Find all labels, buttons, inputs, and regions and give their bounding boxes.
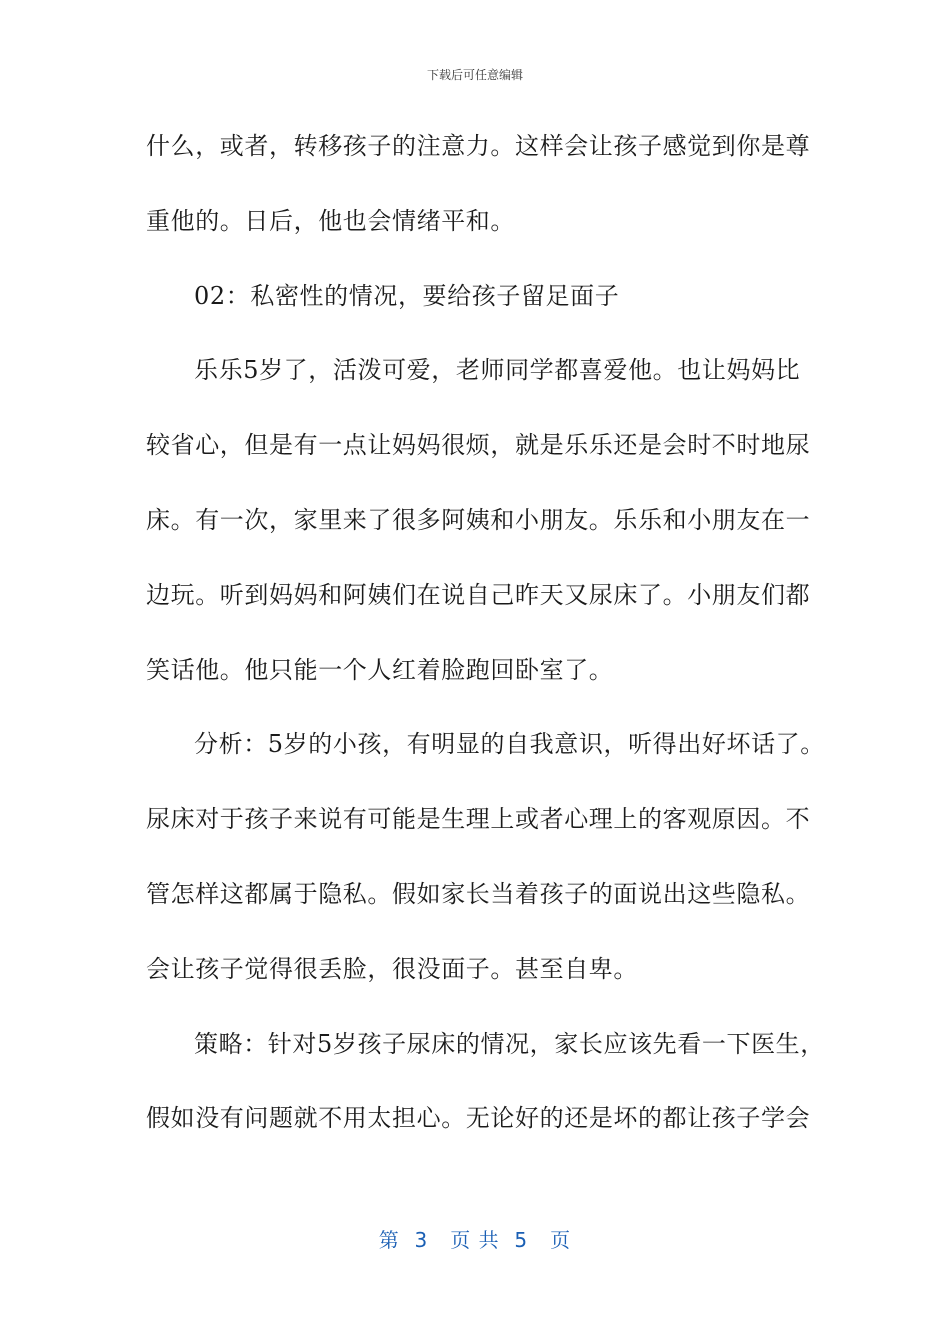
page-header: 下载后可任意编辑: [426, 68, 523, 82]
text-line: 会让孩子觉得很丢脸，很没面子。甚至自卑。: [146, 954, 638, 983]
section-heading: 02：私密性的情况，要给孩子留足面子: [194, 281, 620, 310]
text-line: 管怎样这都属于隐私。假如家长当着孩子的面说出这些隐私。: [146, 879, 811, 908]
text-line: 尿床对于孩子来说有可能是生理上或者心理上的客观原因。不: [146, 805, 811, 834]
paragraph-start-line: 策略：针对5岁孩子尿床的情况，家长应该先看一下医生，: [194, 1029, 825, 1058]
document-body: [146, 124, 825, 1171]
text-line: 床。有一次，家里来了很多阿姨和小朋友。乐乐和小朋友在一: [146, 505, 811, 534]
text-line: 重他的。日后，他也会情绪平和。: [146, 206, 515, 235]
text-line: 边玩。听到妈妈和阿姨们在说自己昨天又尿床了。小朋友们都: [146, 580, 811, 609]
text-line: 假如没有问题就不用太担心。无论好的还是坏的都让孩子学会: [146, 1104, 811, 1133]
text-line: 较省心，但是有一点让妈妈很烦，就是乐乐还是会时不时地尿: [146, 431, 811, 460]
text-line: 笑话他。他只能一个人红着脸跑回卧室了。: [146, 655, 614, 684]
page-number-footer: 第 3 页 共 5 页: [378, 1228, 572, 1252]
paragraph-start-line: 乐乐5岁了，活泼可爱，老师同学都喜爱他。也让妈妈比: [194, 356, 801, 385]
paragraph-start-line: 分析：5岁的小孩，有明显的自我意识，听得出好坏话了。: [194, 730, 825, 759]
text-line: 什么，或者，转移孩子的注意力。这样会让孩子感觉到你是尊: [146, 132, 811, 160]
